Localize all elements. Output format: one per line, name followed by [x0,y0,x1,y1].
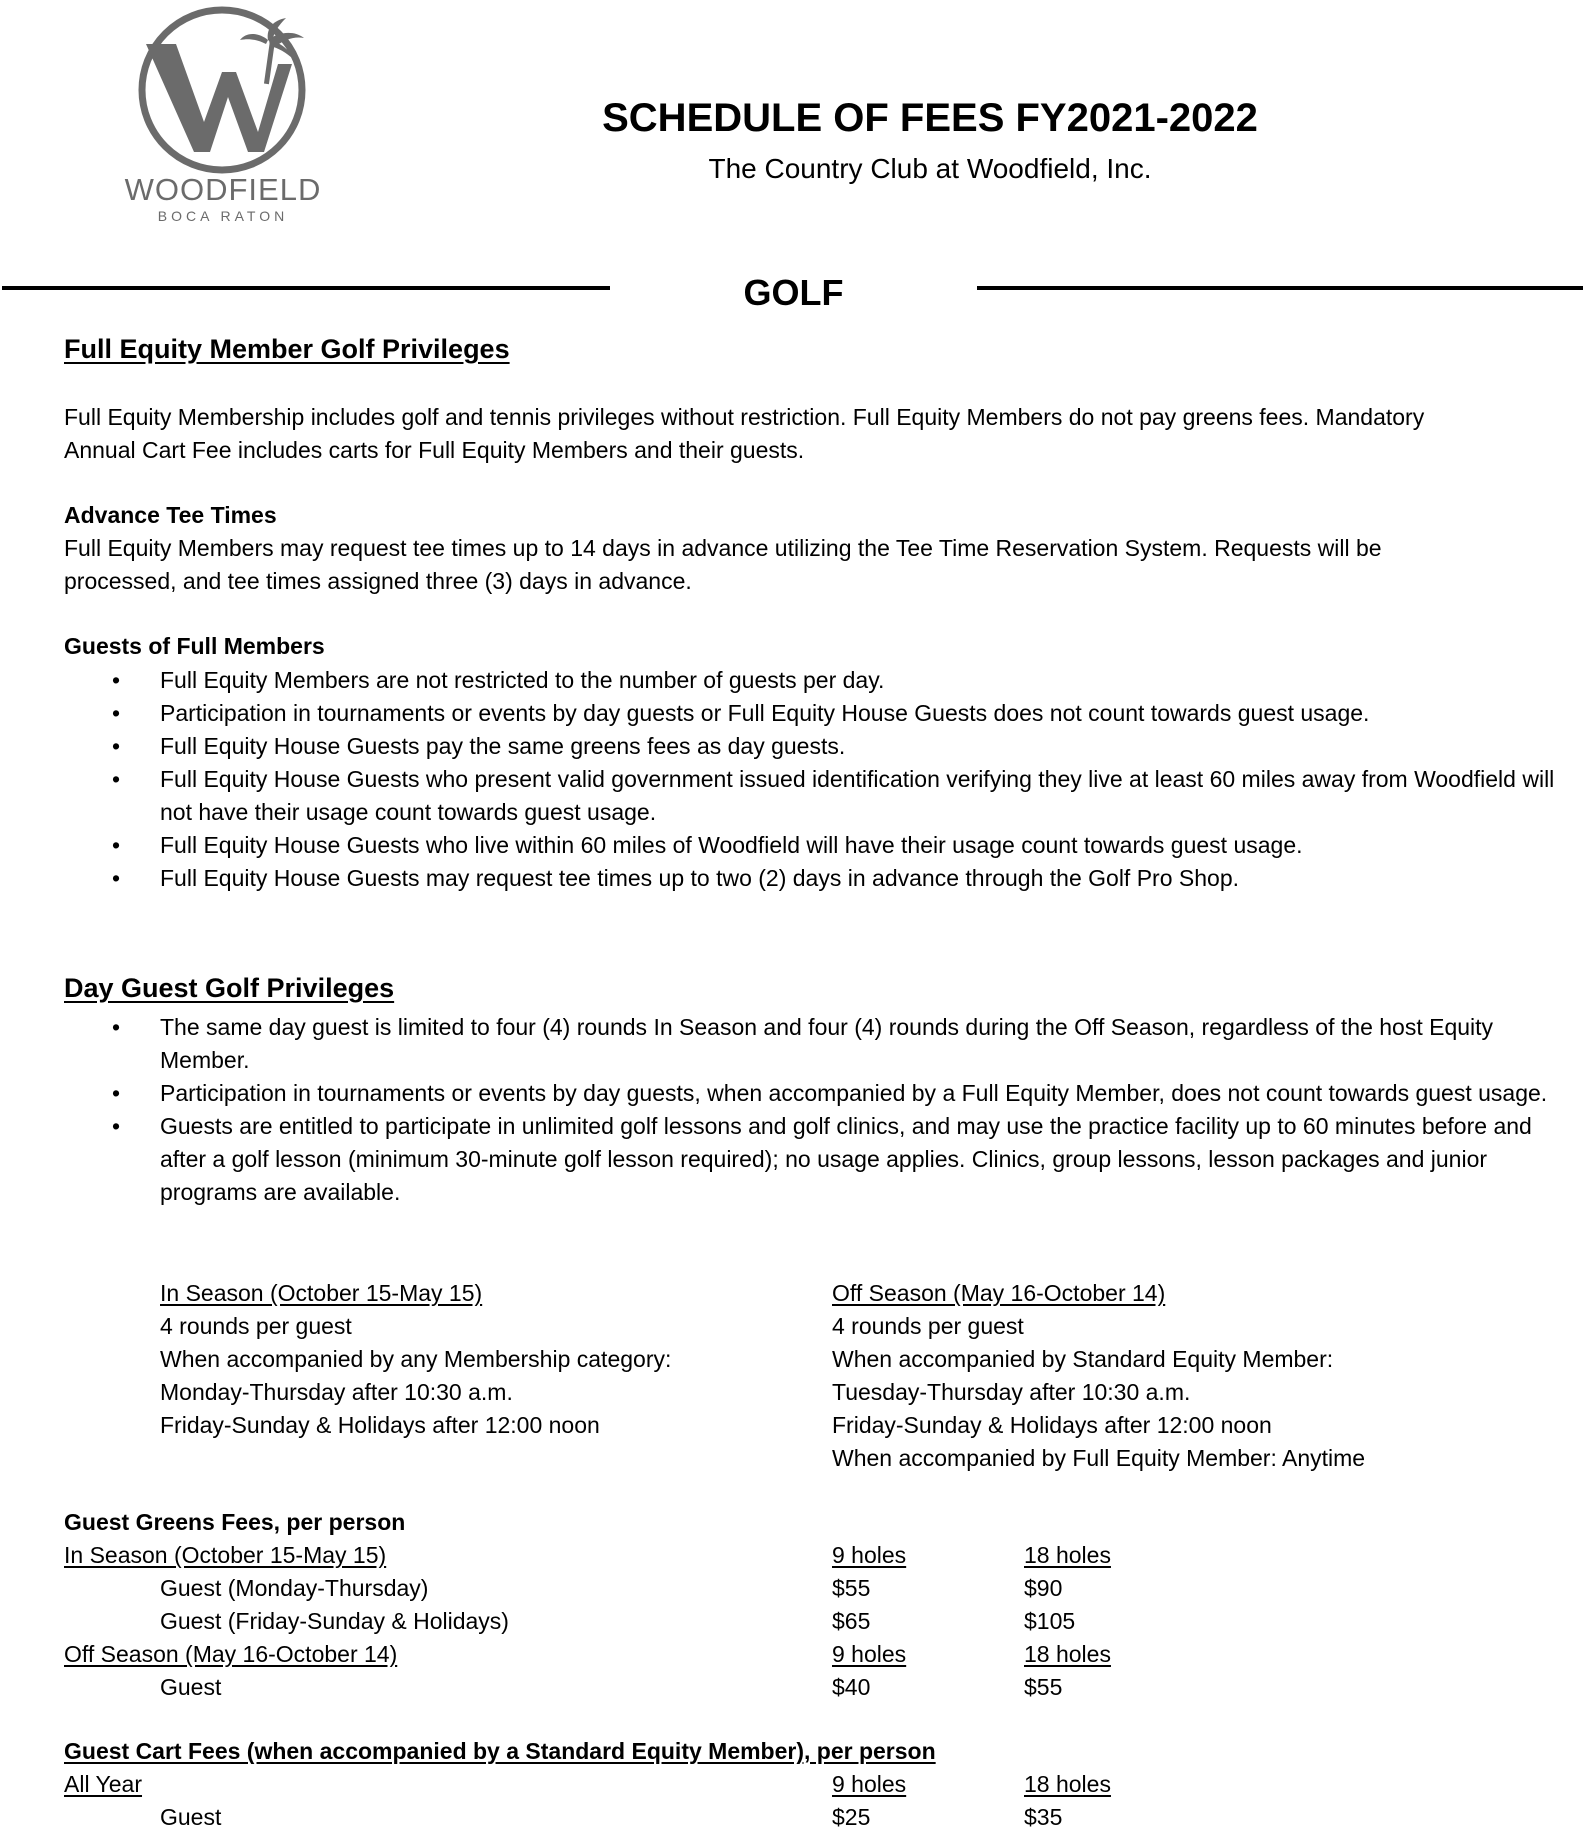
guests-of-full-members-heading: Guests of Full Members [64,633,325,659]
off-season-line: Friday-Sunday & Holidays after 12:00 noon [832,1412,1272,1438]
advance-tee-times-line2: processed, and tee times assigned three (3) days in advance. [64,568,692,594]
table-cell-18-holes: $55 [1024,1674,1063,1700]
in-season-line: Friday-Sunday & Holidays after 12:00 noon [160,1412,600,1438]
cart-fees-heading: Guest Cart Fees (when accompanied by a Standard Equity Member), per person [64,1738,936,1764]
cart-col-9-holes: 9 holes [832,1771,907,1797]
in-season-heading: In Season (October 15-May 15) [160,1280,483,1306]
table-row-label: Guest [160,1674,222,1700]
greens-in-season-label: In Season (October 15-May 15) [64,1542,387,1568]
day-guest-heading: Day Guest Golf Privileges [64,973,395,1003]
in-season-line: 4 rounds per guest [160,1313,352,1339]
table-cell-18-holes: $90 [1024,1575,1063,1601]
list-item: • Full Equity House Guests pay the same greens fees as day guests. [64,730,1580,763]
list-item: • The same day guest is limited to four (4) rounds In Season and four (4) rounds during the Off Season, regardless of the host Equity Member. [64,1011,1580,1077]
full-equity-heading: Full Equity Member Golf Privileges [64,334,510,364]
advance-tee-times-heading: Advance Tee Times [64,502,277,528]
greens-col-18-holes: 18 holes [1024,1641,1111,1667]
table-cell-18-holes: $105 [1024,1608,1076,1634]
table-cell-18-holes: $35 [1024,1804,1063,1830]
section-rule-left [2,286,610,290]
list-item: • Full Equity House Guests may request tee times up to two (2) days in advance through the Golf Pro Shop. [64,862,1580,895]
greens-col-9-holes: 9 holes [832,1641,907,1667]
document-subtitle: The Country Club at Woodfield, Inc. [708,153,1152,184]
table-cell-9-holes: $40 [832,1674,871,1700]
day-guest-list [64,1011,1580,1209]
off-season-line: When accompanied by Full Equity Member: Anytime [832,1445,1366,1471]
cart-period-label: All Year [64,1771,143,1797]
section-title-golf: GOLF [743,272,844,313]
logo-brand-text: WOODFIELD [124,172,322,207]
list-item: • Guests are entitled to participate in unlimited golf lessons and golf clinics, and may use the practice facility up to 60 minutes before and after a golf lesson (minimum 30-minute golf lesson required); no usage applies. Clinics, group lessons, lesson packages and junior programs are available. [64,1110,1580,1209]
greens-off-season-label: Off Season (May 16-October 14) [64,1641,398,1667]
full-equity-intro-line2: Annual Cart Fee includes carts for Full Equity Members and their guests. [64,437,805,463]
table-row-label: Guest (Monday-Thursday) [160,1575,429,1601]
greens-col-9-holes: 9 holes [832,1542,907,1568]
in-season-line: Monday-Thursday after 10:30 a.m. [160,1379,513,1405]
off-season-heading: Off Season (May 16-October 14) [832,1280,1166,1306]
advance-tee-times-line1: Full Equity Members may request tee times up to 14 days in advance utilizing the Tee Time Reservation System. Requests will be [64,535,1382,561]
list-item: • Participation in tournaments or events by day guests or Full Equity House Guests does not count towards guest usage. [64,697,1580,730]
list-item: • Participation in tournaments or events by day guests, when accompanied by a Full Equity Member, does not count towards guest usage. [64,1077,1580,1110]
greens-fees-heading: Guest Greens Fees, per person [64,1509,406,1535]
document-title: SCHEDULE OF FEES FY2021-2022 [602,96,1258,140]
full-equity-intro-line1: Full Equity Membership includes golf and tennis privileges without restriction. Full Equity Members do not pay greens fees. Mandatory [64,404,1425,430]
list-item: • Full Equity Members are not restricted to the number of guests per day. [64,664,1580,697]
off-season-line: Tuesday-Thursday after 10:30 a.m. [832,1379,1191,1405]
table-row-label: Guest [160,1804,222,1830]
table-cell-9-holes: $65 [832,1608,871,1634]
in-season-line: When accompanied by any Membership category: [160,1346,672,1372]
cart-col-18-holes: 18 holes [1024,1771,1111,1797]
off-season-line: When accompanied by Standard Equity Member: [832,1346,1334,1372]
list-item: • Full Equity House Guests who live within 60 miles of Woodfield will have their usage count towards guest usage. [64,829,1580,862]
section-rule-right [977,286,1583,290]
logo-subtext: BOCA RATON [157,208,289,224]
guests-of-full-members-list [64,664,1580,895]
off-season-line: 4 rounds per guest [832,1313,1024,1339]
table-row-label: Guest (Friday-Sunday & Holidays) [160,1608,509,1634]
greens-col-18-holes: 18 holes [1024,1542,1111,1568]
list-item: • Full Equity House Guests who present valid government issued identification verifying they live at least 60 miles away from Woodfield will not have their usage count towards guest usage. [64,763,1580,829]
table-cell-9-holes: $55 [832,1575,871,1601]
table-cell-9-holes: $25 [832,1804,871,1830]
